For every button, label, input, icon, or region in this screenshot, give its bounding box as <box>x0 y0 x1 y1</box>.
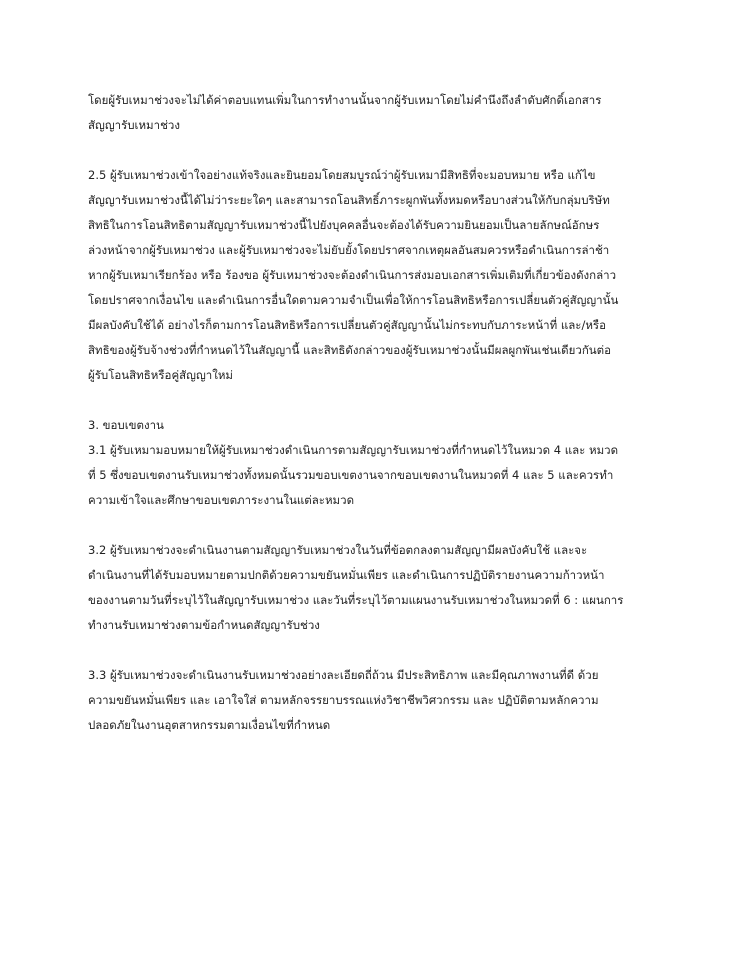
text-line: 2.5 ผู้รับเหมาช่วงเข้าใจอย่างแท้จริงและยินยอมโดยสมบูรณ์ว่าผู้รับเหมามีสิทธิที่จะมอบหมาย หรือ แก้ไข <box>88 168 596 182</box>
text-line: สัญญารับเหมาช่วงนี้ได้ไม่ว่าระยะใดๆ และสามารถโอนสิทธิ์ภาระผูกพันทั้งหมดหรือบางส่วนให้กับกลุ่มบริษัท <box>88 193 610 207</box>
document-page <box>88 88 668 738</box>
text-line: สิทธิในการโอนสิทธิตามสัญญารับเหมาช่วงนี้ไปยังบุคคลอื่นจะต้องได้รับความยินยอมเป็นลายลักษณ์อักษร <box>88 218 600 232</box>
text-line: ทำงานรับเหมาช่วงตามข้อกำหนดสัญญารับช่วง <box>88 618 320 632</box>
text-line: 3.2 ผู้รับเหมาช่วงจะดำเนินงานตามสัญญารับเหมาช่วงในวันที่ข้อตกลงตามสัญญามีผลบังคับใช้ และจะ <box>88 543 588 557</box>
text-line: โดยผู้รับเหมาช่วงจะไม่ได้ค่าตอบแทนเพิ่มในการทำงานนั้นจากผู้รับเหมาโดยไม่คำนึงถึงลำดับศักดิ์เอกสาร <box>88 93 602 107</box>
text-line: โดยปราศจากเงื่อนไข และดำเนินการอื่นใดตามความจำเป็นเพื่อให้การโอนสิทธิหรือการเปลี่ยนตัวคู่สัญญานั้น <box>88 293 619 307</box>
text-line: สิทธิของผู้รับจ้างช่วงที่กำหนดไว้ในสัญญานี้ และสิทธิดังกล่าวของผู้รับเหมาช่วงนั้นมีผลผูกพันเช่นเดียวกันต่อ <box>88 343 612 357</box>
section-3-scope <box>88 413 668 513</box>
text-line: 3.1 ผู้รับเหมามอบหมายให้ผู้รับเหมาช่วงดำเนินการตามสัญญารับเหมาช่วงที่กำหนดไว้ในหมวด 4 และ หมวด <box>88 443 619 457</box>
text-line: ปลอดภัยในงานอุตสาหกรรมตามเงื่อนไขที่กำหนด <box>88 718 331 732</box>
text-line: มีผลบังคับใช้ได้ อย่างไรก็ตามการโอนสิทธิหรือการเปลี่ยนตัวคู่สัญญานั้นไม่กระทบกับภาระหน้าที่ และ/หรือ <box>88 318 606 332</box>
text-line: ดำเนินงานที่ได้รับมอบหมายตามปกติด้วยความขยันหมั่นเพียร และดำเนินการปฏิบัติรายงานความก้าวหน้า <box>88 568 605 582</box>
intro-paragraph <box>88 88 668 138</box>
text-line: ผู้รับโอนสิทธิหรือคู่สัญญาใหม่ <box>88 368 233 382</box>
text-line: ความขยันหมั่นเพียร และ เอาใจใส่ ตามหลักจรรยาบรรณแห่งวิชาชีพวิศวกรรม และ ปฏิบัติตามหลักความ <box>88 693 599 707</box>
clause-3-3-paragraph <box>88 663 668 738</box>
text-line: สัญญารับเหมาช่วง <box>88 118 180 132</box>
text-line: ล่วงหน้าจากผู้รับเหมาช่วง และผู้รับเหมาช่วงจะไม่ยับยั้งโดยปราศจากเหตุผลอันสมควรหรือดำเนินการล่าช้า <box>88 243 610 257</box>
text-line: ที่ 5 ซึ่งขอบเขตงานรับเหมาช่วงทั้งหมดนั้นรวมขอบเขตงานจากขอบเขตงานในหมวดที่ 4 และ 5 และควรทำ <box>88 468 614 482</box>
text-line: ความเข้าใจและศึกษาขอบเขตภาระงานในแต่ละหมวด <box>88 493 355 507</box>
text-line: ของงานตามวันที่ระบุไว้ในสัญญารับเหมาช่วง และวันที่ระบุไว้ตามแผนงานรับเหมาช่วงในหมวดที่ 6 : แผนการ <box>88 593 624 607</box>
clause-3-2-paragraph <box>88 538 668 638</box>
text-line: 3.3 ผู้รับเหมาช่วงจะดำเนินงานรับเหมาช่วงอย่างละเอียดถี่ถ้วน มีประสิทธิภาพ และมีคุณภาพงานที่ดี ด้วย <box>88 668 599 682</box>
text-line: หากผู้รับเหมาเรียกร้อง หรือ ร้องขอ ผู้รับเหมาช่วงจะต้องดำเนินการส่งมอบเอกสารเพิ่มเติมที่เกี่ยวข้องดังกล่าว <box>88 268 617 282</box>
section-heading: 3. ขอบเขตงาน <box>88 418 164 432</box>
clause-2-5-paragraph <box>88 163 668 388</box>
